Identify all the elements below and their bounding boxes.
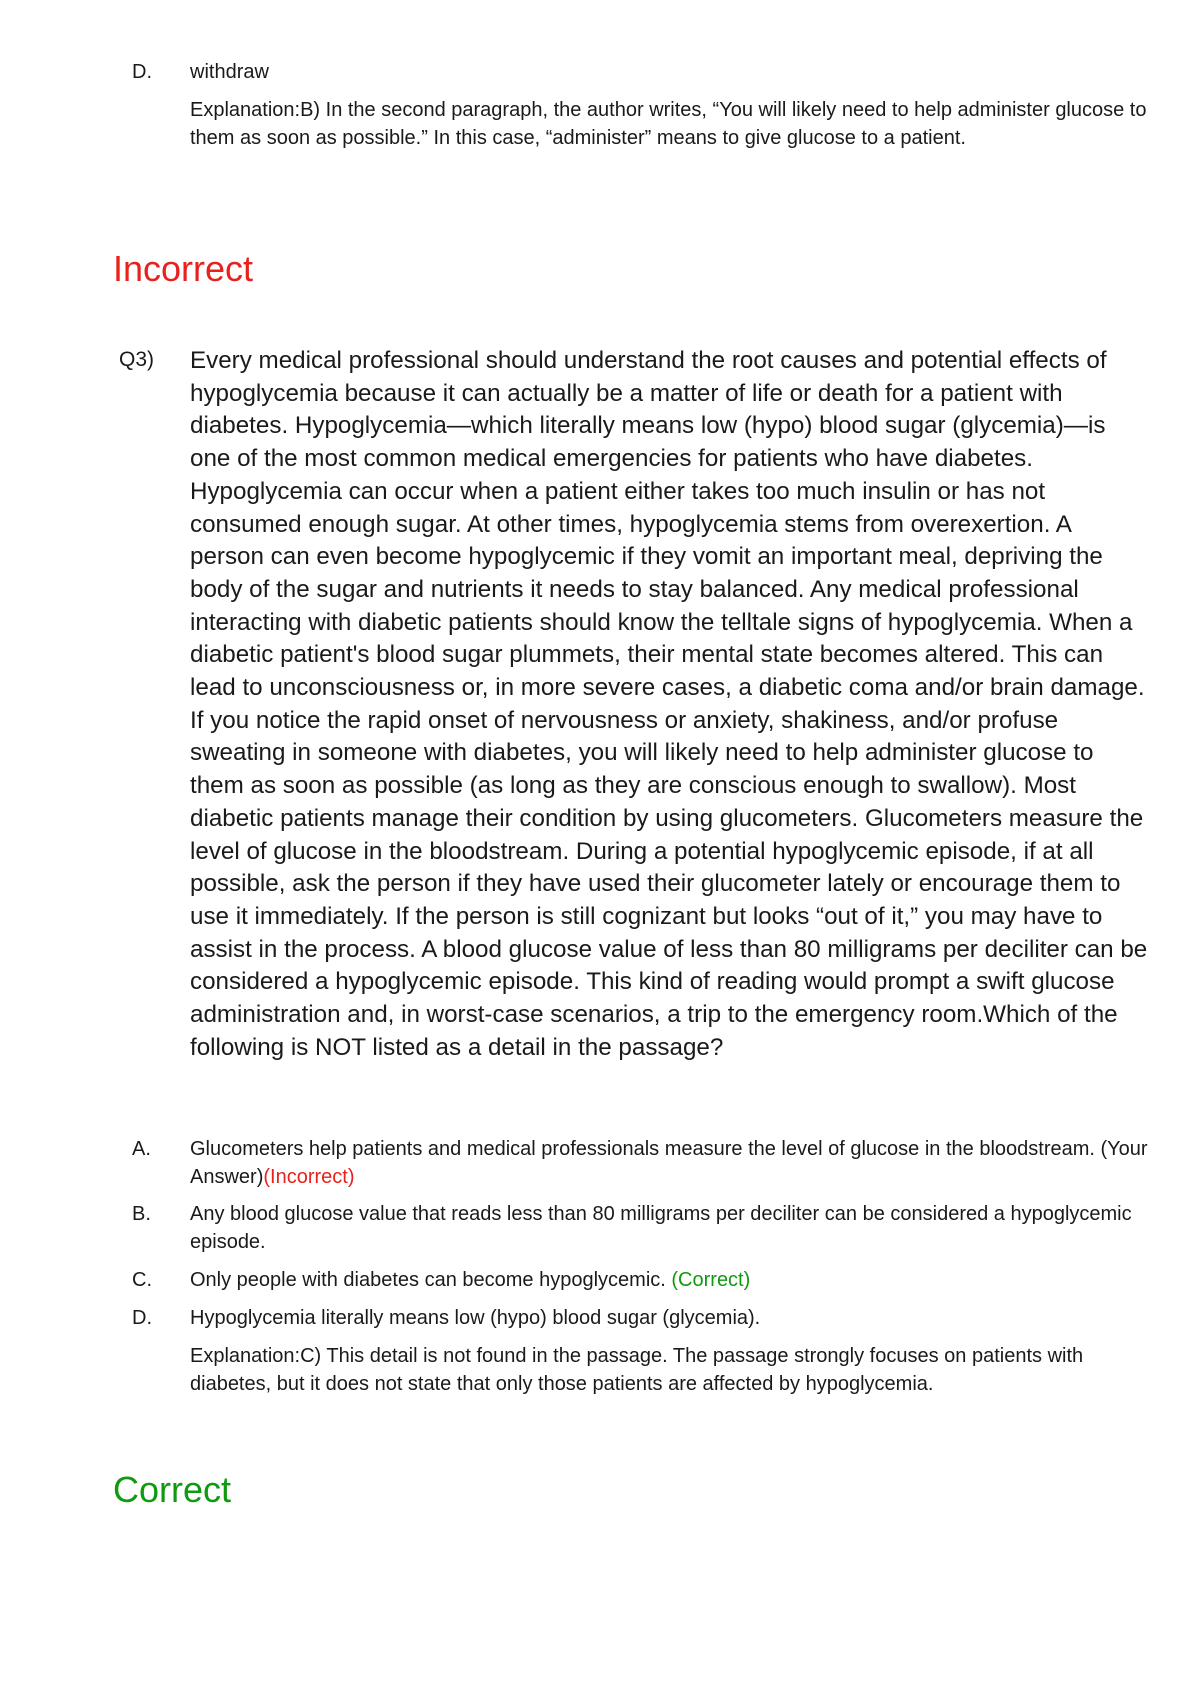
option-c-text: Only people with diabetes can become hypoglycemic. xyxy=(190,1269,672,1291)
q3-result-correct: Correct xyxy=(113,1469,232,1510)
question-number: Q3) xyxy=(119,348,155,371)
option-c-letter: C. xyxy=(132,1269,152,1291)
option-a-text: Glucometers help patients and medical professionals measure the level of glucose in the bloodstream. (Your Answer) xyxy=(190,1138,1148,1188)
option-c xyxy=(190,1266,1150,1294)
question-text: Every medical professional should understand the root causes and potential effects of hypoglycemia because it can actually be a matter of life or death for a patient with diabetes. Hypoglycemia—which literally means low (hypo) blood sugar (glycemia)—is one of the most common medical emergencies for patients who have diabetes. Hypoglycemia can occur when a patient either takes too much insulin or has not consumed enough sugar. At other times, hypoglycemia stems from overexertion. A person can even become hypoglycemic if they vomit an important meal, depriving the body of the sugar and nutrients it needs to stay balanced. Any medical professional interacting with diabetic patients should know the telltale signs of hypoglycemia. When a diabetic patient's blood sugar plummets, their mental state becomes altered. This can lead to unconsciousness or, in more severe cases, a diabetic coma and/or brain damage. If you notice the rapid onset of nervousness or anxiety, shakiness, and/or profuse sweating in someone with diabetes, you will likely need to help administer glucose to them as soon as possible (as long as they are conscious enough to swallow). Most diabetic patients manage their condition by using glucometers. Glucometers measure the level of glucose in the bloodstream. During a potential hypoglycemic episode, if at all possible, ask the person if they have used their glucometer lately or encourage them to use it immediately. If the person is still cognizant but looks “out of it,” you may have to assist in the process. A blood glucose value of less than 80 milligrams per deciliter can be considered a hypoglycemic episode. This kind of reading would prompt a swift glucose administration and, in worst-case scenarios, a trip to the emergency room.Which of the following is NOT listed as a detail in the passage? xyxy=(190,347,1148,1061)
prev-result-incorrect: Incorrect xyxy=(113,248,254,289)
prev-explanation: Explanation:B) In the second paragraph, the author writes, “You will likely need to help administer glucose to them as soon as possible.” In this case, “administer” means to give glucose to a patient. xyxy=(190,99,1147,149)
option-d xyxy=(190,1304,1150,1332)
option-b xyxy=(190,1200,1150,1256)
option-d-letter: D. xyxy=(132,1307,152,1329)
q3-explanation: Explanation:C) This detail is not found in the passage. The passage strongly focuses on patients with diabetes, but it does not state that only those patients are affected by hypoglycemia. xyxy=(190,1345,1084,1395)
prev-option-d-letter: D. xyxy=(132,61,152,83)
option-a-incorrect-tag: (Incorrect) xyxy=(263,1166,355,1188)
option-a xyxy=(190,1135,1150,1191)
option-a-letter: A. xyxy=(132,1138,151,1160)
option-d-text: Hypoglycemia literally means low (hypo) blood sugar (glycemia). xyxy=(190,1307,761,1329)
option-b-letter: B. xyxy=(132,1203,151,1225)
prev-option-d-text: withdraw xyxy=(190,61,269,83)
option-c-correct-tag: (Correct) xyxy=(671,1269,751,1291)
option-b-text: Any blood glucose value that reads less than 80 milligrams per deciliter can be considered a hypoglycemic episode. xyxy=(190,1203,1132,1253)
